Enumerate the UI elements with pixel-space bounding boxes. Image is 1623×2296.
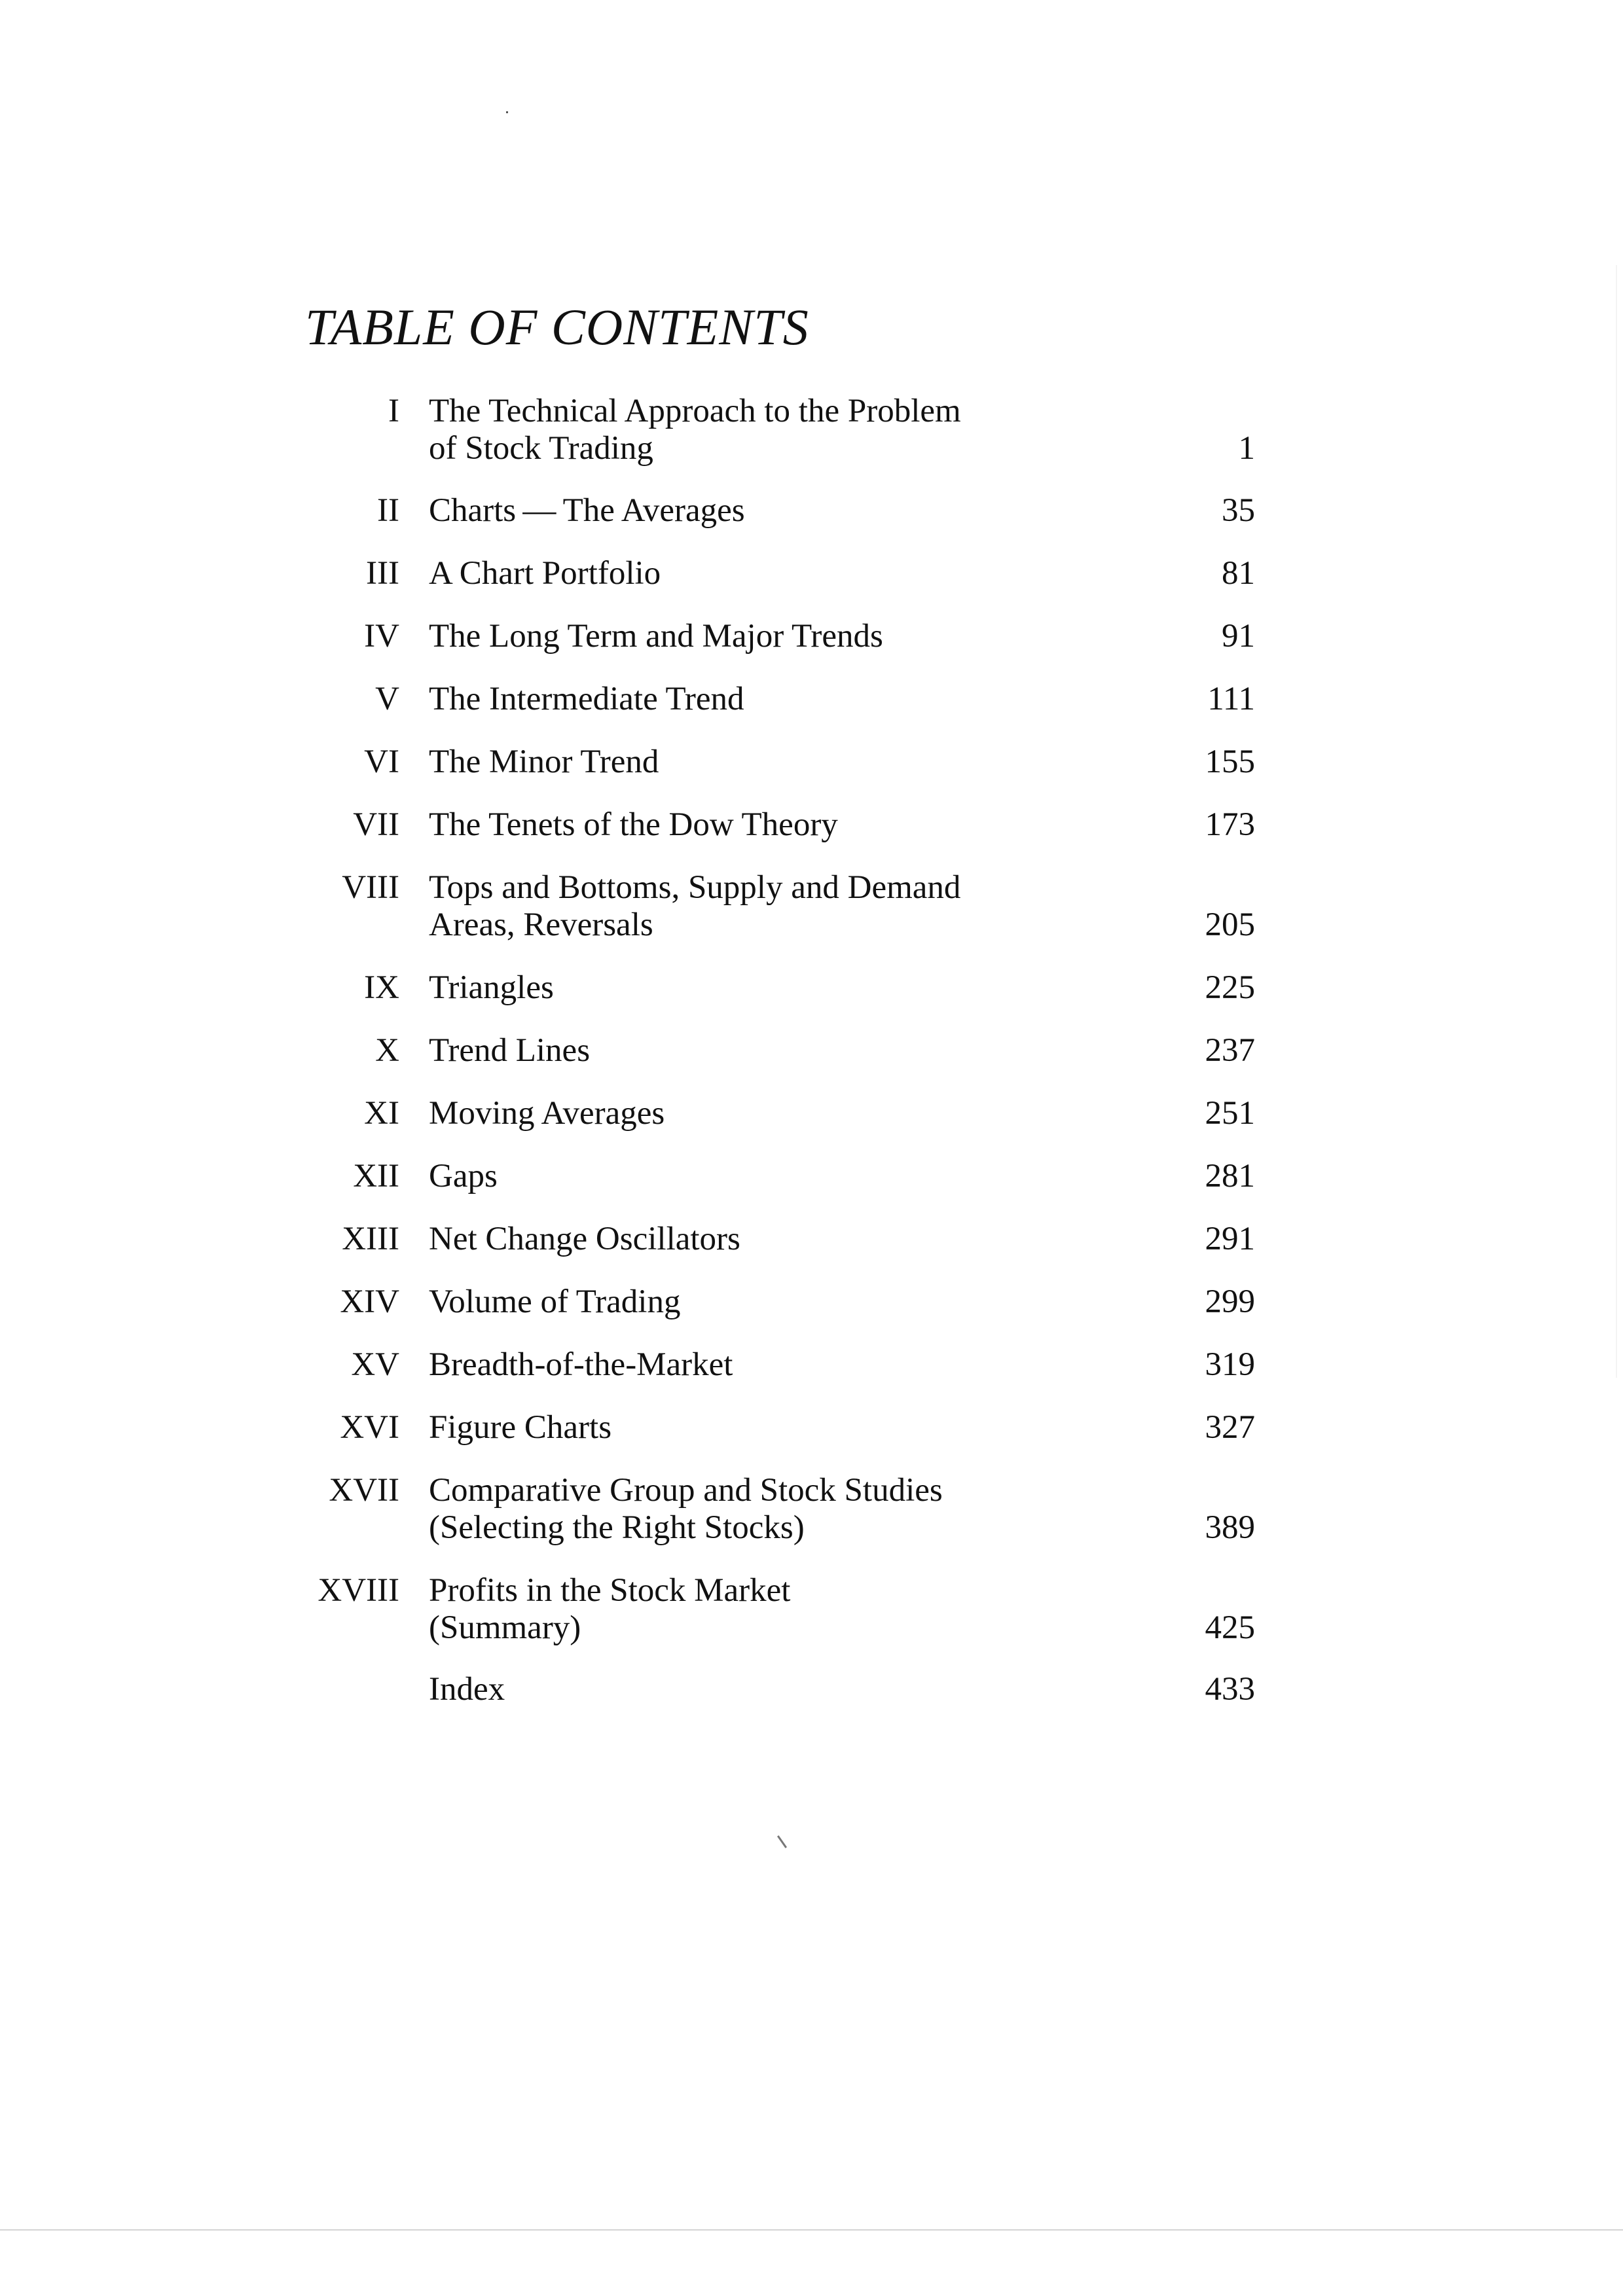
chapter-title-line: Breadth-of-the-Market xyxy=(429,1346,733,1383)
chapter-number: V xyxy=(375,681,399,717)
chapter-number: XI xyxy=(364,1095,399,1132)
chapter-number: VII xyxy=(353,806,399,843)
chapter-title-line: (Summary) xyxy=(429,1609,581,1646)
chapter-title-line: Charts — The Averages xyxy=(429,492,745,529)
chapter-title xyxy=(429,681,1084,718)
chapter-number: XVIII xyxy=(318,1572,399,1609)
chapter-title-line: Comparative Group and Stock Studies xyxy=(429,1472,943,1509)
chapter-title xyxy=(429,492,1084,529)
chapter-number: XII xyxy=(353,1158,399,1194)
chapter-title xyxy=(429,744,1084,781)
chapter-title-line: (Selecting the Right Stocks) xyxy=(429,1509,805,1546)
chapter-title xyxy=(429,1472,1084,1547)
page-number: 237 xyxy=(1205,1032,1255,1069)
page-number: 173 xyxy=(1205,806,1255,843)
chapter-number: XVI xyxy=(340,1409,399,1446)
page-number: 389 xyxy=(1205,1509,1255,1546)
chapter-number: XIV xyxy=(340,1283,399,1320)
chapter-number: I xyxy=(388,393,399,429)
chapter-title xyxy=(429,1409,1084,1446)
page-number: 291 xyxy=(1205,1221,1255,1257)
chapter-number: XVII xyxy=(329,1472,399,1509)
chapter-title-line: The Minor Trend xyxy=(429,744,659,780)
page-title: TABLE OF CONTENTS xyxy=(305,298,809,355)
page-number: 327 xyxy=(1205,1409,1255,1446)
chapter-title-line: Triangles xyxy=(429,969,554,1006)
page-number: 281 xyxy=(1205,1158,1255,1194)
chapter-title-line: Profits in the Stock Market xyxy=(429,1572,791,1609)
page-number: 433 xyxy=(1205,1671,1255,1708)
page-number: 111 xyxy=(1207,681,1255,717)
chapter-title-line: Gaps xyxy=(429,1158,498,1194)
chapter-title xyxy=(429,1221,1084,1258)
chapter-title-line: Tops and Bottoms, Supply and Demand xyxy=(429,869,961,906)
chapter-title-line: Moving Averages xyxy=(429,1095,665,1132)
chapter-title-line: The Intermediate Trend xyxy=(429,681,744,717)
chapter-title xyxy=(429,555,1084,592)
page-number: 81 xyxy=(1222,555,1255,592)
page-number: 319 xyxy=(1205,1346,1255,1383)
chapter-number: II xyxy=(377,492,399,529)
chapter-number: X xyxy=(375,1032,399,1069)
page-number: 299 xyxy=(1205,1283,1255,1320)
chapter-title xyxy=(429,1158,1084,1195)
page-number: 425 xyxy=(1205,1609,1255,1646)
page-number: 155 xyxy=(1205,744,1255,780)
chapter-title-line: of Stock Trading xyxy=(429,430,653,467)
chapter-title xyxy=(429,1572,1084,1647)
chapter-title-line: Volume of Trading xyxy=(429,1283,681,1320)
chapter-number: XIII xyxy=(342,1221,399,1257)
chapter-title xyxy=(429,618,1084,655)
page-bottom-edge xyxy=(0,2229,1623,2231)
chapter-title xyxy=(429,969,1084,1007)
chapter-number: XV xyxy=(351,1346,399,1383)
page-number: 225 xyxy=(1205,969,1255,1006)
chapter-title xyxy=(429,1671,1084,1708)
chapter-title xyxy=(429,1283,1084,1321)
chapter-title-line: Trend Lines xyxy=(429,1032,591,1069)
chapter-title xyxy=(429,1346,1084,1384)
page-number: 1 xyxy=(1238,430,1255,467)
chapter-title-line: A Chart Portfolio xyxy=(429,555,661,592)
chapter-title xyxy=(429,393,1084,467)
chapter-title-line: Figure Charts xyxy=(429,1409,612,1446)
chapter-number: IV xyxy=(364,618,399,655)
chapter-title-line: Areas, Reversals xyxy=(429,906,653,943)
chapter-title-line: The Long Term and Major Trends xyxy=(429,618,883,655)
page-number: 35 xyxy=(1222,492,1255,529)
chapter-title xyxy=(429,806,1084,844)
chapter-title-line: The Tenets of the Dow Theory xyxy=(429,806,838,843)
chapter-title-line: The Technical Approach to the Problem xyxy=(429,393,961,429)
chapter-title-line: Index xyxy=(429,1671,505,1708)
scan-speck xyxy=(777,1835,787,1848)
chapter-number: VI xyxy=(364,744,399,780)
chapter-title xyxy=(429,1095,1084,1132)
chapter-title xyxy=(429,1032,1084,1069)
scan-speck xyxy=(506,111,508,113)
chapter-number: IX xyxy=(364,969,399,1006)
page-number: 91 xyxy=(1222,618,1255,655)
page-number: 251 xyxy=(1205,1095,1255,1132)
scan-edge-shadow xyxy=(1616,265,1617,1378)
page-number: 205 xyxy=(1205,906,1255,943)
chapter-title-line: Net Change Oscillators xyxy=(429,1221,740,1257)
chapter-number: VIII xyxy=(342,869,399,906)
chapter-number: III xyxy=(366,555,399,592)
chapter-title xyxy=(429,869,1084,944)
